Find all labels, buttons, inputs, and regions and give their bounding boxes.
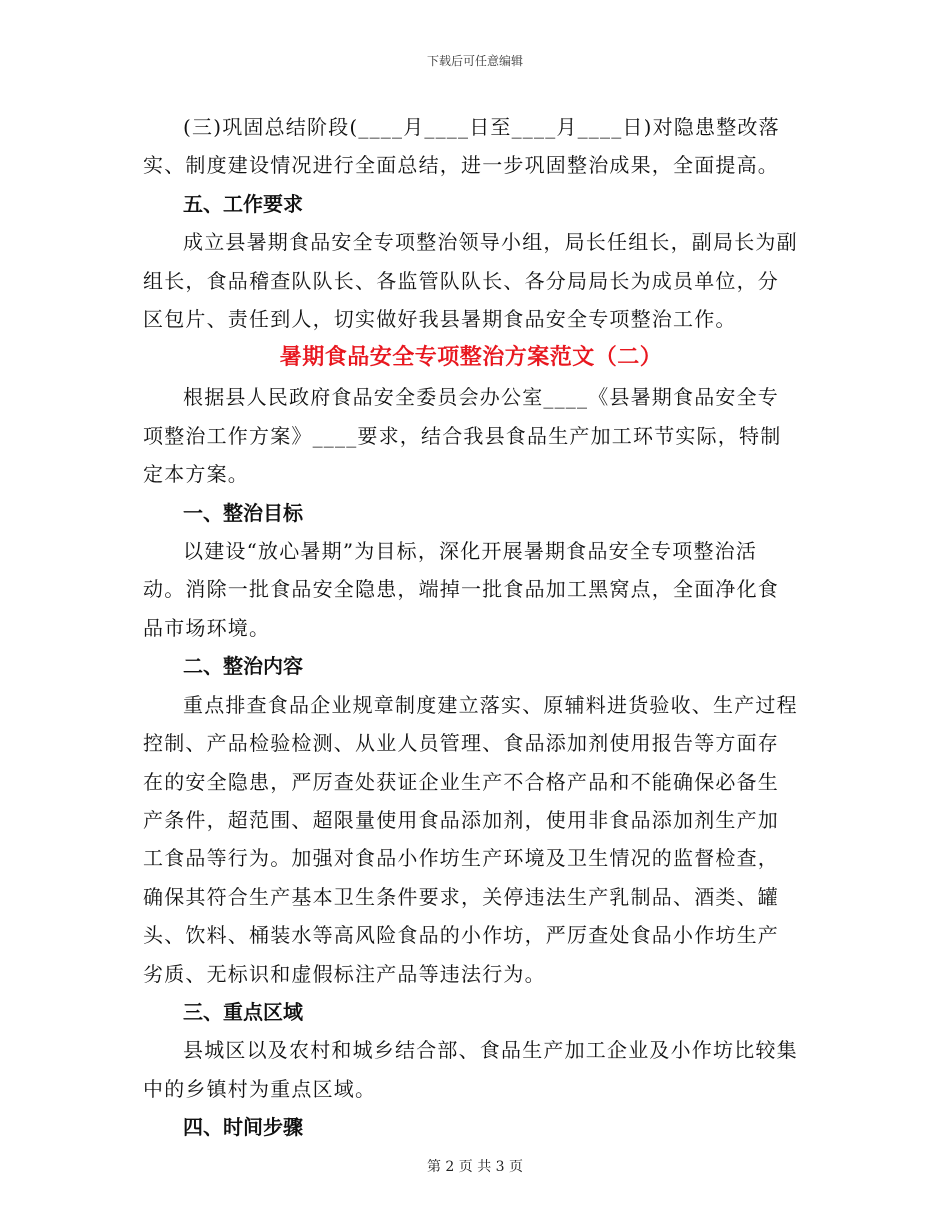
section-heading-timeline: 四、时间步骤 bbox=[183, 1115, 303, 1140]
paragraph-consolidation-stage: (三)巩固总结阶段(____月____日至____月____日)对隐患整改落实、制度建设情况进行全面总结，进一步巩固整治成果，全面提高。 bbox=[143, 115, 780, 178]
paragraph-key-areas: 县城区以及农村和城乡结合部、食品生产加工企业及小作坊比较集中的乡镇村为重点区域。 bbox=[143, 1038, 798, 1101]
section-heading-key-areas: 三、重点区域 bbox=[183, 999, 303, 1024]
paragraph-leadership-group: 成立县暑期食品安全专项整治领导小组，局长任组长，副局长为副组长，食品稽查队队长、各监管队队长、各分局局长为成员单位，分区包片、责任到人，切实做好我县暑期食品安全专项整治工作。 bbox=[143, 230, 798, 332]
document-body bbox=[143, 108, 799, 1147]
section-heading-work-requirements: 五、工作要求 bbox=[183, 191, 303, 216]
page-footer: 第 2 页 共 3 页 bbox=[426, 1159, 524, 1175]
paragraph-goals: 以建设“放心暑期”为目标，深化开展暑期食品安全专项整治活动。消除一批食品安全隐患，端掉一批食品加工黑窝点，全面净化食品市场环境。 bbox=[143, 539, 779, 640]
paragraph-intro: 根据县人民政府食品安全委员会办公室____《县暑期食品安全专项整治工作方案》____要求，结合我县食品生产加工环节实际，特制定本方案。 bbox=[143, 385, 782, 487]
page-header: 下载后可任意编辑 bbox=[426, 54, 523, 68]
section-heading-content: 二、整治内容 bbox=[183, 654, 303, 679]
section-heading-goals: 一、整治目标 bbox=[183, 500, 303, 525]
document-title: 暑期食品安全专项整治方案范文（二） bbox=[279, 345, 663, 371]
paragraph-content: 重点排查食品企业规章制度建立落实、原辅料进货验收、生产过程控制、产品检验检测、从业人员管理、食品添加剂使用报告等方面存在的安全隐患，严厉查处获证企业生产不合格产品和不能确保必备生产条件，超范围、超限量使用食品添加剂，使用非食品添加剂生产加工食品等行为。加强对食品小作坊生产环境及卫生情况的监督检查，确保其符合生产基本卫生条件要求，关停违法生产乳制品、酒类、罐头、饮料、桶装水等高风险食品的小作坊，严厉查处食品小作坊生产劣质、无标识和虚假标注产品等违法行为。 bbox=[143, 692, 798, 986]
